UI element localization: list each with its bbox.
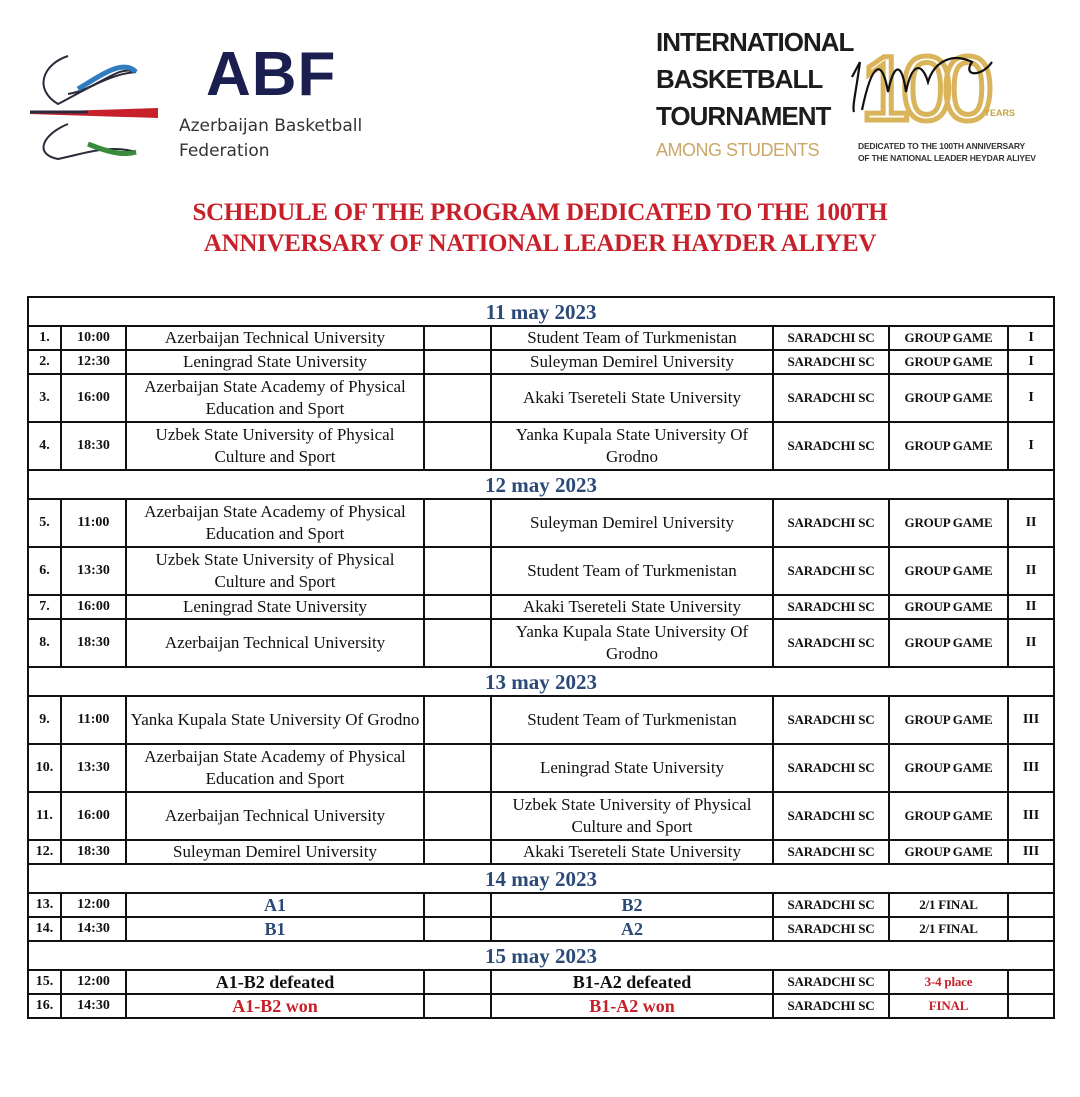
game-number: 14. bbox=[28, 917, 61, 941]
game-number: 5. bbox=[28, 499, 61, 547]
venue: SARADCHI SC bbox=[773, 326, 889, 350]
team-away: B2 bbox=[491, 893, 773, 917]
game-row bbox=[28, 547, 1054, 595]
schedule-table bbox=[27, 296, 1055, 1019]
abf-logo bbox=[28, 26, 378, 176]
venue: SARADCHI SC bbox=[773, 917, 889, 941]
stage: GROUP GAME bbox=[889, 744, 1008, 792]
game-number: 6. bbox=[28, 547, 61, 595]
team-away: Student Team of Turkmenistan bbox=[491, 696, 773, 744]
game-time: 16:00 bbox=[61, 595, 126, 619]
venue: SARADCHI SC bbox=[773, 893, 889, 917]
game-number: 11. bbox=[28, 792, 61, 840]
round: III bbox=[1008, 840, 1054, 864]
tournament-logo bbox=[656, 24, 853, 165]
stage: FINAL bbox=[889, 994, 1008, 1018]
anniversary-logo bbox=[842, 22, 1042, 172]
team-away: B1-A2 defeated bbox=[491, 970, 773, 994]
abf-line1: Azerbaijan Basketball bbox=[179, 116, 363, 136]
team-away: Suleyman Demirel University bbox=[491, 499, 773, 547]
venue: SARADCHI SC bbox=[773, 744, 889, 792]
game-row bbox=[28, 595, 1054, 619]
team-home: A1-B2 defeated bbox=[126, 970, 424, 994]
stage: 3-4 place bbox=[889, 970, 1008, 994]
game-row bbox=[28, 893, 1054, 917]
team-away: Akaki Tsereteli State University bbox=[491, 595, 773, 619]
round: I bbox=[1008, 326, 1054, 350]
team-away: Leningrad State University bbox=[491, 744, 773, 792]
game-number: 12. bbox=[28, 840, 61, 864]
venue: SARADCHI SC bbox=[773, 595, 889, 619]
game-number: 13. bbox=[28, 893, 61, 917]
venue: SARADCHI SC bbox=[773, 499, 889, 547]
round: II bbox=[1008, 499, 1054, 547]
dedication-line1: DEDICATED TO THE 100TH ANNIVERSARY bbox=[858, 141, 1026, 151]
hundred-signature-icon bbox=[842, 22, 1042, 137]
title-line1: SCHEDULE OF THE PROGRAM DEDICATED TO THE 100TH bbox=[192, 199, 888, 226]
team-away: B1-A2 won bbox=[491, 994, 773, 1018]
team-away: Yanka Kupala State University Of Grodno bbox=[491, 619, 773, 667]
round: II bbox=[1008, 619, 1054, 667]
round: III bbox=[1008, 696, 1054, 744]
stage: GROUP GAME bbox=[889, 326, 1008, 350]
tournament-line1: INTERNATIONAL bbox=[656, 27, 854, 57]
stage: GROUP GAME bbox=[889, 350, 1008, 374]
team-away: Akaki Tsereteli State University bbox=[491, 840, 773, 864]
team-home: Azerbaijan Technical University bbox=[126, 619, 424, 667]
game-row bbox=[28, 744, 1054, 792]
game-row bbox=[28, 917, 1054, 941]
stage: GROUP GAME bbox=[889, 595, 1008, 619]
tournament-line3: TOURNAMENT bbox=[656, 101, 831, 131]
round: II bbox=[1008, 547, 1054, 595]
date-header-row bbox=[28, 864, 1054, 893]
team-home: Azerbaijan State Academy of Physical Education and Sport bbox=[126, 744, 424, 792]
team-away: Student Team of Turkmenistan bbox=[491, 326, 773, 350]
team-away: A2 bbox=[491, 917, 773, 941]
game-row bbox=[28, 994, 1054, 1018]
game-row bbox=[28, 374, 1054, 422]
stage: GROUP GAME bbox=[889, 374, 1008, 422]
team-home: Leningrad State University bbox=[126, 350, 424, 374]
round: I bbox=[1008, 350, 1054, 374]
score-cell bbox=[424, 970, 491, 994]
team-home: Suleyman Demirel University bbox=[126, 840, 424, 864]
stage: GROUP GAME bbox=[889, 422, 1008, 470]
game-time: 18:30 bbox=[61, 840, 126, 864]
dedication-line2: OF THE NATIONAL LEADER HEYDAR ALIYEV bbox=[858, 153, 1036, 163]
game-time: 18:30 bbox=[61, 422, 126, 470]
score-cell bbox=[424, 696, 491, 744]
venue: SARADCHI SC bbox=[773, 792, 889, 840]
score-cell bbox=[424, 499, 491, 547]
team-away: Suleyman Demirel University bbox=[491, 350, 773, 374]
abf-line2: Federation bbox=[179, 141, 270, 161]
team-home: A1-B2 won bbox=[126, 994, 424, 1018]
game-time: 10:00 bbox=[61, 326, 126, 350]
venue: SARADCHI SC bbox=[773, 374, 889, 422]
game-row bbox=[28, 350, 1054, 374]
date-header: 12 may 2023 bbox=[28, 470, 1054, 499]
stage: GROUP GAME bbox=[889, 792, 1008, 840]
tournament-line4: AMONG STUDENTS bbox=[656, 140, 820, 160]
round bbox=[1008, 970, 1054, 994]
score-cell bbox=[424, 994, 491, 1018]
team-home: Azerbaijan State Academy of Physical Education and Sport bbox=[126, 374, 424, 422]
game-time: 14:30 bbox=[61, 917, 126, 941]
venue: SARADCHI SC bbox=[773, 547, 889, 595]
stage: GROUP GAME bbox=[889, 499, 1008, 547]
team-home: Azerbaijan Technical University bbox=[126, 792, 424, 840]
score-cell bbox=[424, 792, 491, 840]
years-label: YEARS bbox=[984, 108, 1016, 118]
stage: GROUP GAME bbox=[889, 696, 1008, 744]
team-home: Azerbaijan Technical University bbox=[126, 326, 424, 350]
game-number: 16. bbox=[28, 994, 61, 1018]
team-away: Yanka Kupala State University Of Grodno bbox=[491, 422, 773, 470]
game-row bbox=[28, 970, 1054, 994]
game-time: 11:00 bbox=[61, 696, 126, 744]
game-row bbox=[28, 792, 1054, 840]
round: I bbox=[1008, 422, 1054, 470]
game-row bbox=[28, 619, 1054, 667]
date-header: 15 may 2023 bbox=[28, 941, 1054, 970]
game-time: 14:30 bbox=[61, 994, 126, 1018]
round: III bbox=[1008, 744, 1054, 792]
dedication-text bbox=[858, 140, 1036, 164]
score-cell bbox=[424, 917, 491, 941]
team-home: Uzbek State University of Physical Culture and Sport bbox=[126, 547, 424, 595]
score-cell bbox=[424, 595, 491, 619]
team-home: Azerbaijan State Academy of Physical Education and Sport bbox=[126, 499, 424, 547]
venue: SARADCHI SC bbox=[773, 350, 889, 374]
score-cell bbox=[424, 326, 491, 350]
venue: SARADCHI SC bbox=[773, 619, 889, 667]
game-number: 1. bbox=[28, 326, 61, 350]
tournament-line2: BASKETBALL bbox=[656, 64, 823, 94]
venue: SARADCHI SC bbox=[773, 994, 889, 1018]
team-away: Student Team of Turkmenistan bbox=[491, 547, 773, 595]
game-number: 7. bbox=[28, 595, 61, 619]
stage: GROUP GAME bbox=[889, 840, 1008, 864]
game-number: 4. bbox=[28, 422, 61, 470]
round: I bbox=[1008, 374, 1054, 422]
team-away: Akaki Tsereteli State University bbox=[491, 374, 773, 422]
game-time: 13:30 bbox=[61, 744, 126, 792]
stage: GROUP GAME bbox=[889, 547, 1008, 595]
score-cell bbox=[424, 374, 491, 422]
game-number: 8. bbox=[28, 619, 61, 667]
title-line2: ANNIVERSARY OF NATIONAL LEADER HAYDER ALIYEV bbox=[203, 230, 877, 257]
game-row bbox=[28, 696, 1054, 744]
game-time: 16:00 bbox=[61, 374, 126, 422]
score-cell bbox=[424, 350, 491, 374]
game-number: 2. bbox=[28, 350, 61, 374]
venue: SARADCHI SC bbox=[773, 696, 889, 744]
score-cell bbox=[424, 840, 491, 864]
score-cell bbox=[424, 619, 491, 667]
venue: SARADCHI SC bbox=[773, 970, 889, 994]
round: III bbox=[1008, 792, 1054, 840]
team-home: B1 bbox=[126, 917, 424, 941]
date-header-row bbox=[28, 667, 1054, 696]
basketball-swoosh-icon bbox=[28, 34, 168, 164]
score-cell bbox=[424, 893, 491, 917]
round bbox=[1008, 917, 1054, 941]
round: II bbox=[1008, 595, 1054, 619]
round bbox=[1008, 994, 1054, 1018]
round bbox=[1008, 893, 1054, 917]
venue: SARADCHI SC bbox=[773, 840, 889, 864]
score-cell bbox=[424, 422, 491, 470]
stage: 2/1 FINAL bbox=[889, 917, 1008, 941]
game-time: 13:30 bbox=[61, 547, 126, 595]
game-time: 12:00 bbox=[61, 893, 126, 917]
game-number: 15. bbox=[28, 970, 61, 994]
game-time: 12:30 bbox=[61, 350, 126, 374]
date-header-row bbox=[28, 470, 1054, 499]
stage: GROUP GAME bbox=[889, 619, 1008, 667]
date-header: 13 may 2023 bbox=[28, 667, 1054, 696]
game-row bbox=[28, 499, 1054, 547]
team-home: A1 bbox=[126, 893, 424, 917]
date-header-row bbox=[28, 297, 1054, 326]
page-title bbox=[0, 197, 1080, 259]
game-number: 9. bbox=[28, 696, 61, 744]
stage: 2/1 FINAL bbox=[889, 893, 1008, 917]
game-row bbox=[28, 840, 1054, 864]
game-time: 12:00 bbox=[61, 970, 126, 994]
score-cell bbox=[424, 744, 491, 792]
date-header: 14 may 2023 bbox=[28, 864, 1054, 893]
game-time: 11:00 bbox=[61, 499, 126, 547]
game-row bbox=[28, 326, 1054, 350]
team-home: Yanka Kupala State University Of Grodno bbox=[126, 696, 424, 744]
game-row bbox=[28, 422, 1054, 470]
abf-acronym: ABF bbox=[206, 40, 337, 109]
team-home: Uzbek State University of Physical Culture and Sport bbox=[126, 422, 424, 470]
game-time: 16:00 bbox=[61, 792, 126, 840]
score-cell bbox=[424, 547, 491, 595]
team-home: Leningrad State University bbox=[126, 595, 424, 619]
date-header-row bbox=[28, 941, 1054, 970]
game-number: 3. bbox=[28, 374, 61, 422]
game-time: 18:30 bbox=[61, 619, 126, 667]
game-number: 10. bbox=[28, 744, 61, 792]
team-away: Uzbek State University of Physical Culture and Sport bbox=[491, 792, 773, 840]
venue: SARADCHI SC bbox=[773, 422, 889, 470]
svg-text:100: 100 bbox=[860, 38, 984, 137]
date-header: 11 may 2023 bbox=[28, 297, 1054, 326]
abf-fullname bbox=[179, 114, 362, 164]
